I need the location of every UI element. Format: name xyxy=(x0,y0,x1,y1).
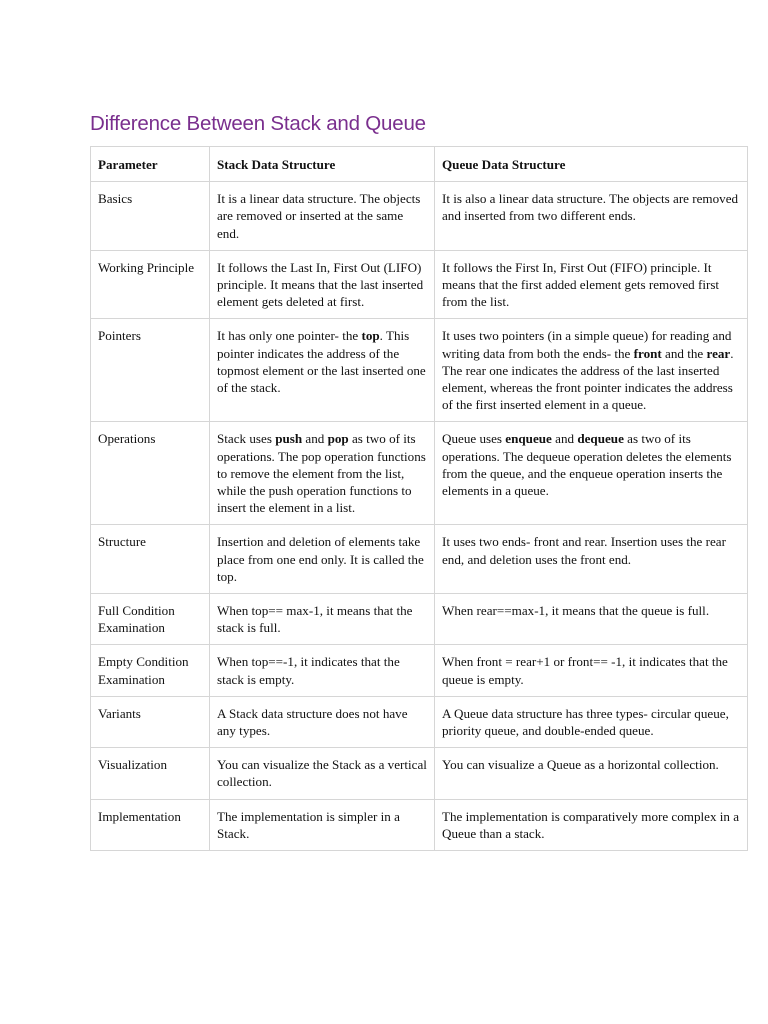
bold-term: front xyxy=(633,345,662,361)
stack-cell xyxy=(210,250,435,319)
bold-term: pop xyxy=(327,431,349,447)
bold-term: dequeue xyxy=(577,431,624,447)
text-segment: as two of its operations. The pop operation functions to remove the element from the list, while the push operation functions to insert the element in a list. xyxy=(217,431,426,516)
parameter-cell: Structure xyxy=(91,525,210,594)
text-segment: When top== max-1, it means that the stack is full. xyxy=(217,603,413,636)
text-segment: It is a linear data structure. The objects are removed or inserted at the same end. xyxy=(217,191,421,241)
queue-cell xyxy=(435,250,748,319)
bold-term: top xyxy=(361,328,380,344)
text-segment: . This pointer indicates the address of the topmost element or the last inserted one of the stack. xyxy=(217,328,426,396)
stack-cell xyxy=(210,748,435,799)
text-segment: It is also a linear data structure. The objects are removed and inserted from two different ends. xyxy=(442,191,739,224)
stack-cell xyxy=(210,645,435,696)
text-segment: . The rear one indicates the address of the last inserted element, whereas the front pointer indicates the address of the first inserted element in a queue. xyxy=(442,345,734,413)
text-segment: When front = rear+1 or front== -1, it indicates that the queue is empty. xyxy=(442,654,728,687)
stack-cell xyxy=(210,799,435,850)
text-segment: and the xyxy=(661,345,707,361)
header-row xyxy=(91,147,748,182)
text-segment: as two of its operations. The dequeue operation deletes the elements from the queue, and the enqueue operation inserts the elements in a queue. xyxy=(442,431,732,499)
stack-cell xyxy=(210,525,435,594)
page-title: Difference Between Stack and Queue xyxy=(90,112,426,135)
table-row xyxy=(91,696,748,747)
queue-cell xyxy=(435,319,748,422)
text-segment: Stack uses xyxy=(217,431,276,447)
queue-cell xyxy=(435,696,748,747)
text-segment: You can visualize a Queue as a horizontal collection. xyxy=(442,757,719,773)
table-row xyxy=(91,182,748,251)
parameter-cell: Variants xyxy=(91,696,210,747)
queue-cell xyxy=(435,182,748,251)
queue-cell xyxy=(435,594,748,645)
table-row xyxy=(91,525,748,594)
header-parameter: Parameter xyxy=(91,147,210,182)
table-header xyxy=(91,147,748,182)
stack-cell xyxy=(210,182,435,251)
parameter-cell: Empty Condition Examination xyxy=(91,645,210,696)
table-body xyxy=(91,182,748,851)
bold-term: enqueue xyxy=(505,431,552,447)
text-segment: It follows the First In, First Out (FIFO) principle. It means that the first added element gets removed first from the list. xyxy=(442,259,720,310)
parameter-cell: Basics xyxy=(91,182,210,251)
text-segment: When rear==max-1, it means that the queue is full. xyxy=(442,603,710,619)
queue-cell xyxy=(435,525,748,594)
text-segment: It uses two ends- front and rear. Insertion uses the rear end, and deletion uses the front end. xyxy=(442,534,726,567)
text-segment: When top==-1, it indicates that the stack is empty. xyxy=(217,654,400,687)
bold-term: push xyxy=(275,431,303,447)
parameter-cell: Pointers xyxy=(91,319,210,422)
stack-cell xyxy=(210,319,435,422)
queue-cell xyxy=(435,799,748,850)
table-row xyxy=(91,594,748,645)
text-segment: It uses two pointers (in a simple queue) for reading and writing data from both the ends- the xyxy=(442,328,732,361)
table-row xyxy=(91,250,748,319)
table-row xyxy=(91,422,748,525)
text-segment: A Stack data structure does not have any types. xyxy=(217,705,408,739)
header-queue: Queue Data Structure xyxy=(435,147,748,182)
queue-cell xyxy=(435,422,748,525)
parameter-cell: Full Condition Examination xyxy=(91,594,210,645)
bold-term: rear xyxy=(706,345,731,361)
table-row xyxy=(91,645,748,696)
parameter-cell: Implementation xyxy=(91,799,210,850)
text-segment: The implementation is comparatively more complex in a Queue than a stack. xyxy=(442,808,740,841)
text-segment: It has only one pointer- the xyxy=(217,328,362,344)
queue-cell xyxy=(435,645,748,696)
text-segment: and xyxy=(551,431,578,447)
text-segment: It follows the Last In, First Out (LIFO) principle. It means that the last inserted element gets deleted at first. xyxy=(217,259,424,310)
text-segment: You can visualize the Stack as a vertical collection. xyxy=(217,757,427,790)
header-stack: Stack Data Structure xyxy=(210,147,435,182)
stack-cell xyxy=(210,422,435,525)
text-segment: Queue uses xyxy=(442,431,506,447)
text-segment: Insertion and deletion of elements take place from one end only. It is called the top. xyxy=(217,534,424,584)
text-segment: and xyxy=(302,431,328,447)
parameter-cell: Operations xyxy=(91,422,210,525)
stack-cell xyxy=(210,696,435,747)
table-row xyxy=(91,748,748,799)
comparison-table xyxy=(90,146,748,851)
stack-cell xyxy=(210,594,435,645)
queue-cell xyxy=(435,748,748,799)
text-segment: A Queue data structure has three types- circular queue, priority queue, and double-ended queue. xyxy=(442,705,729,739)
table-row xyxy=(91,799,748,850)
parameter-cell: Visualization xyxy=(91,748,210,799)
text-segment: The implementation is simpler in a Stack. xyxy=(217,808,400,841)
parameter-cell: Working Principle xyxy=(91,250,210,319)
table-row xyxy=(91,319,748,422)
